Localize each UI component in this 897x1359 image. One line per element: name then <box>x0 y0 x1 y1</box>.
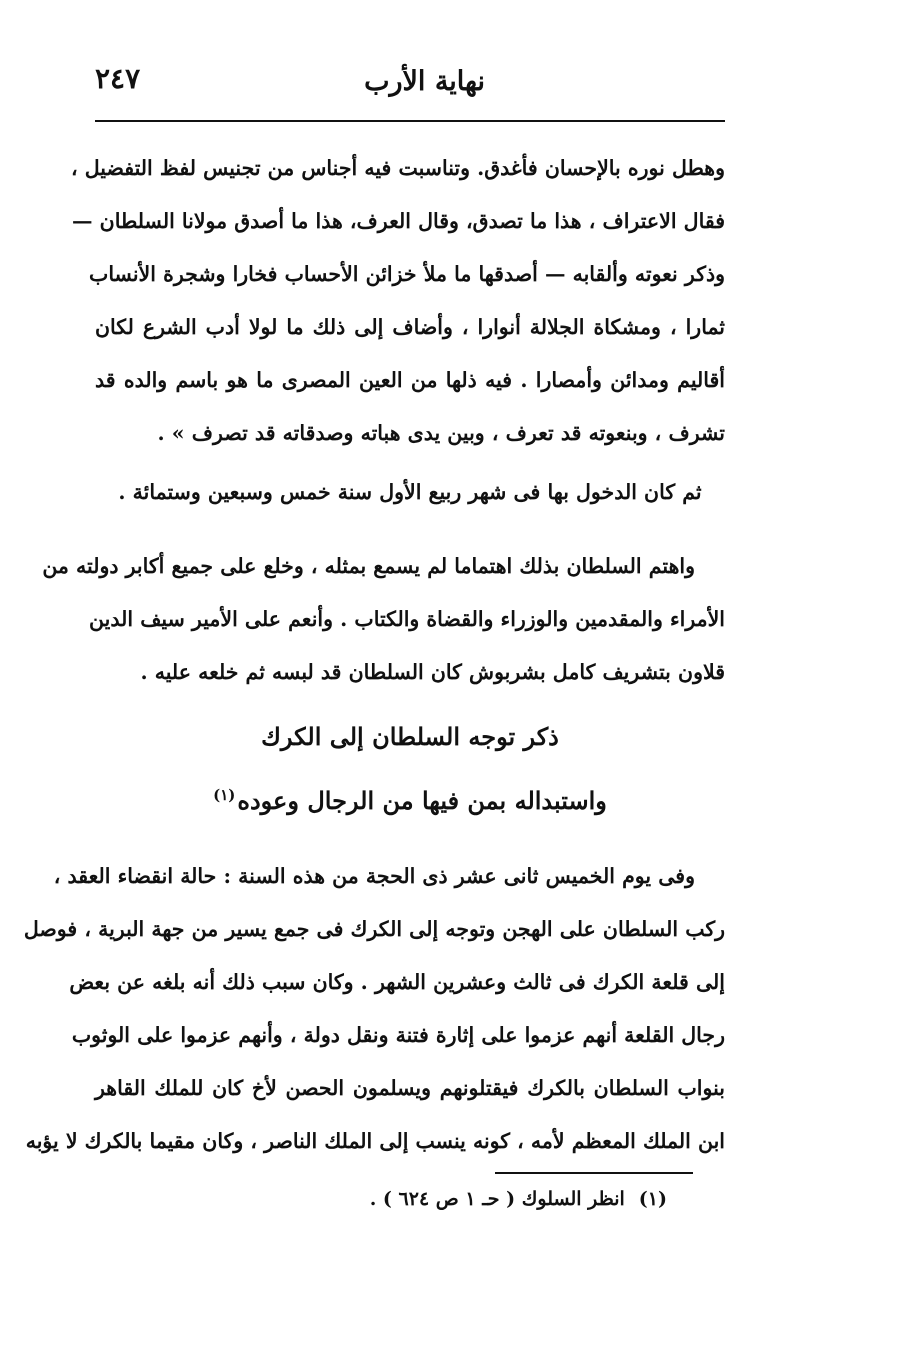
text-line: إلى قلعة الكرك فى ثالث وعشرين الشهر . وكان سبب ذلك أنه بلغه عن بعض <box>69 970 725 994</box>
footnote <box>370 1188 667 1210</box>
text-line: وفى يوم الخميس ثانى عشر ذى الحجة من هذه السنة : حالة انقضاء العقد ، <box>53 864 695 888</box>
section-heading-line-2 <box>95 786 725 815</box>
footnote-number: (١) <box>638 1188 667 1210</box>
text-line: وهطل نوره بالإحسان فأغدق. وتناسبت فيه أجناس من تجنيس لفظ التفضيل ، <box>70 156 725 180</box>
text-line: ركب السلطان على الهجن وتوجه إلى الكرك فى جمع يسير من جهة البرية ، فوصل <box>23 917 725 941</box>
text-line: بنواب السلطان بالكرك فيقتلونهم ويسلمون الحصن لأخ كان للملك القاهر <box>95 1076 725 1100</box>
text-line: رجال القلعة أنهم عزموا على إثارة فتنة ونقل دولة ، وأنهم عزموا على الوثوب <box>71 1023 725 1047</box>
text-line: واهتم السلطان بذلك اهتماما لم يسمع بمثله ، وخلع على جميع أكابر دولته من <box>42 554 695 578</box>
section-heading-text: واستبداله بمن فيها من الرجال وعوده <box>237 786 607 815</box>
text-line: تشرف ، وبنعوته قد تعرف ، وبين يدى هباته وصدقاته قد تصرف » . <box>157 421 725 445</box>
paragraph-2 <box>95 466 725 519</box>
text-line: ابن الملك المعظم لأمه ، كونه ينسب إلى الملك الناصر ، وكان مقيما بالكرك لا يؤبه <box>25 1129 725 1153</box>
running-title: نهاية الأرب <box>364 66 485 97</box>
footnote-marker: (١) <box>213 786 236 804</box>
page-number: ٢٤٧ <box>95 62 141 95</box>
paragraph-3 <box>42 540 725 699</box>
text-line: قلاون بتشريف كامل بشربوش كان السلطان قد لبسه ثم خلعه عليه . <box>140 660 725 684</box>
section-heading-line-1: ذكر توجه السلطان إلى الكرك <box>261 722 559 751</box>
footnote-divider <box>495 1172 693 1174</box>
footnote-text: انظر السلوك ( حـ ١ ص ٦٢٤ ) . <box>369 1188 625 1210</box>
text-line: الأمراء والمقدمين والوزراء والقضاة والكتاب . وأنعم على الأمير سيف الدين <box>89 607 725 631</box>
text-line: وذكر نعوته وألقابه — أصدقها ما ملأ خزائن الأحساب فخارا وشجرة الأنساب <box>89 262 725 286</box>
text-line: أقاليم ومدائن وأمصارا . فيه ذلها من العين المصرى ما هو باسم والده قد <box>95 368 725 392</box>
text-line: فقال الاعتراف ، هذا ما تصدق، وقال العرف، هذا ما أصدق مولانا السلطان — <box>72 209 725 233</box>
text-line: ثمارا ، ومشكاة الجلالة أنوارا ، وأضاف إلى ذلك ما لولا أدب الشرع لكان <box>95 315 725 339</box>
paragraph-1 <box>70 142 725 460</box>
paragraph-4 <box>23 850 725 1168</box>
text-line: ثم كان الدخول بها فى شهر ربيع الأول سنة خمس وسبعين وستمائة . <box>118 480 702 504</box>
page-header <box>95 58 725 122</box>
